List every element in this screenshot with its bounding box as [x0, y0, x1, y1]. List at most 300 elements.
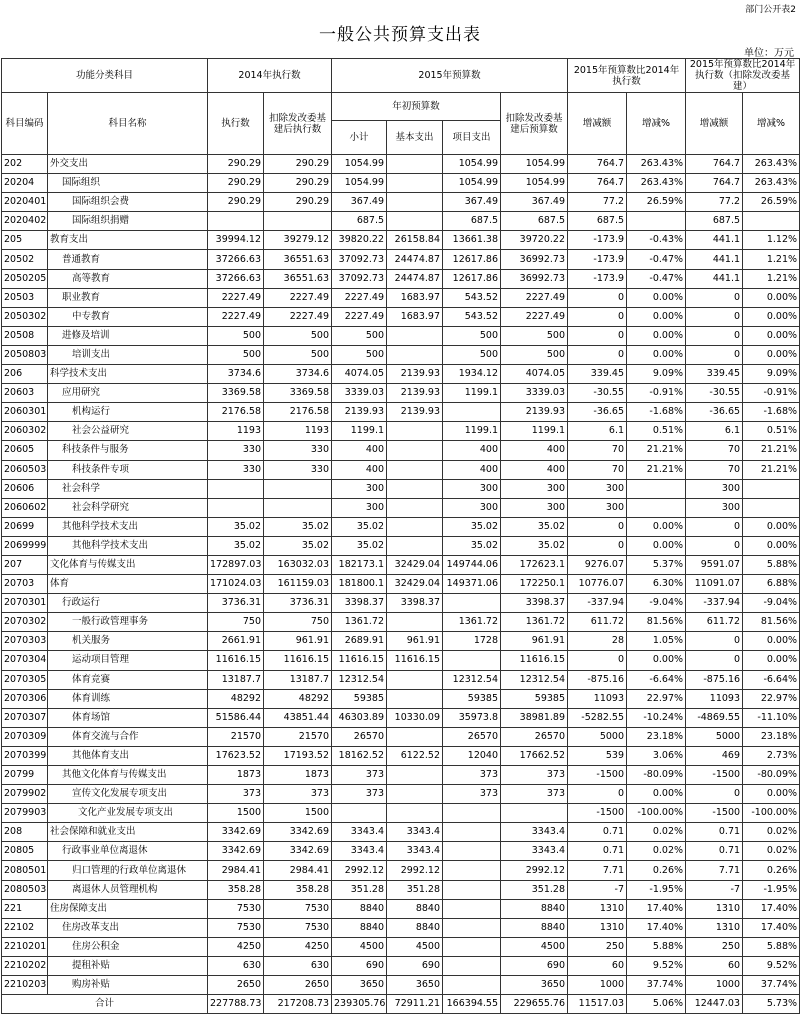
row-value: 630 [264, 956, 332, 975]
row-value: 4250 [208, 937, 264, 956]
row-value: 764.7 [686, 155, 743, 174]
row-value: -30.55 [568, 384, 627, 403]
table-row [2, 613, 800, 632]
row-value: 26.59% [627, 193, 686, 212]
row-value: 0.26% [627, 861, 686, 880]
row-value [743, 479, 800, 498]
row-value: 17193.52 [264, 746, 332, 765]
row-name: 社会科学 [48, 479, 208, 498]
row-value [208, 498, 264, 517]
row-value: 500 [208, 326, 264, 345]
row-value: -0.91% [627, 384, 686, 403]
row-value: 687.5 [568, 212, 627, 231]
row-name: 其他科学技术支出 [48, 517, 208, 536]
row-value: 37092.73 [332, 269, 387, 288]
row-value: 35.02 [332, 517, 387, 536]
row-value: 0.00% [627, 785, 686, 804]
row-value: 263.43% [627, 155, 686, 174]
row-code: 2060602 [2, 498, 48, 517]
row-value: 35.02 [501, 517, 568, 536]
row-name: 应用研究 [48, 384, 208, 403]
row-value: 351.28 [387, 880, 443, 899]
row-name: 文化体育与传媒支出 [48, 555, 208, 574]
row-value: 0.00% [743, 288, 800, 307]
row-value: 1000 [686, 976, 743, 995]
row-value: 0.00% [743, 785, 800, 804]
row-value: 17623.52 [208, 746, 264, 765]
row-name: 社会科学研究 [48, 498, 208, 517]
row-value: 441.1 [686, 269, 743, 288]
row-value [264, 212, 332, 231]
row-name: 其他文化体育与传媒支出 [48, 766, 208, 785]
row-value: 11093 [686, 689, 743, 708]
row-value: 373 [264, 785, 332, 804]
row-value: 4074.05 [501, 365, 568, 384]
table-row [2, 823, 800, 842]
row-value: 250 [686, 937, 743, 956]
row-value [387, 326, 443, 345]
row-name: 宣传文化发展专项支出 [48, 785, 208, 804]
row-value: 2992.12 [387, 861, 443, 880]
row-code: 2060302 [2, 422, 48, 441]
row-value: 149371.06 [443, 575, 501, 594]
table-row [2, 594, 800, 613]
row-value: 0 [686, 288, 743, 307]
table-row [2, 536, 800, 555]
row-value: 3398.37 [387, 594, 443, 613]
table-row [2, 918, 800, 937]
row-code: 2070307 [2, 708, 48, 727]
row-value: 300 [568, 479, 627, 498]
row-value: 1054.99 [332, 155, 387, 174]
row-value: 7530 [264, 899, 332, 918]
row-value: 7.71 [686, 861, 743, 880]
row-value: 39279.12 [264, 231, 332, 250]
row-name: 一般行政管理事务 [48, 613, 208, 632]
row-value: 0.71 [568, 842, 627, 861]
row-value: 1500 [264, 804, 332, 823]
row-value: 7530 [264, 918, 332, 937]
row-value: 300 [501, 479, 568, 498]
row-value: 48292 [208, 689, 264, 708]
row-value: 1310 [686, 899, 743, 918]
row-value: 330 [264, 460, 332, 479]
row-value: 0 [686, 517, 743, 536]
row-value: 11093 [568, 689, 627, 708]
row-value: 0 [686, 785, 743, 804]
row-value: 2227.49 [264, 307, 332, 326]
row-value: 35.02 [443, 536, 501, 555]
row-value: -11.10% [743, 708, 800, 727]
row-name: 体育交流与合作 [48, 727, 208, 746]
row-value: 21570 [264, 727, 332, 746]
row-value: 400 [443, 441, 501, 460]
row-value: 3342.69 [208, 823, 264, 842]
row-value: -100.00% [743, 804, 800, 823]
row-value: -875.16 [568, 670, 627, 689]
total-value: 239305.76 [332, 995, 387, 1014]
row-value: 3342.69 [264, 842, 332, 861]
row-value: 687.5 [443, 212, 501, 231]
table-row [2, 155, 800, 174]
table-row [2, 861, 800, 880]
row-value: 290.29 [264, 155, 332, 174]
row-value: 611.72 [686, 613, 743, 632]
row-value [387, 536, 443, 555]
row-value: 6.1 [686, 422, 743, 441]
row-value: 2650 [264, 976, 332, 995]
table-row [2, 976, 800, 995]
row-name: 行政运行 [48, 594, 208, 613]
row-value: 687.5 [686, 212, 743, 231]
page-title: 一般公共预算支出表 [319, 25, 481, 45]
row-value: 36551.63 [264, 250, 332, 269]
table-row [2, 193, 800, 212]
row-value [387, 174, 443, 193]
row-name: 培训支出 [48, 345, 208, 364]
row-value: 0.02% [743, 842, 800, 861]
table-row [2, 670, 800, 689]
row-value: 500 [443, 326, 501, 345]
row-value [443, 899, 501, 918]
row-value: 1199.1 [501, 422, 568, 441]
row-value: 0.00% [627, 345, 686, 364]
row-value: 60 [568, 956, 627, 975]
row-value: 500 [443, 345, 501, 364]
row-value: -6.64% [743, 670, 800, 689]
table-row [2, 345, 800, 364]
row-name: 运动项目管理 [48, 651, 208, 670]
header-exec: 执行数 [208, 93, 264, 155]
row-value [387, 727, 443, 746]
row-value: 2139.93 [387, 384, 443, 403]
table-row [2, 174, 800, 193]
row-value: 330 [264, 441, 332, 460]
header-budget-adjusted: 扣除发改委基建后预算数 [501, 93, 568, 155]
row-value: 8840 [387, 918, 443, 937]
row-value: 182173.1 [332, 555, 387, 574]
row-name: 文化产业发展专项支出 [48, 804, 208, 823]
row-value [627, 212, 686, 231]
row-value: 2139.93 [501, 403, 568, 422]
row-code: 2080501 [2, 861, 48, 880]
table-row [2, 785, 800, 804]
row-value: 48292 [264, 689, 332, 708]
row-name: 住房改革支出 [48, 918, 208, 937]
row-name: 购房补贴 [48, 976, 208, 995]
row-value: 9.09% [627, 365, 686, 384]
row-value: 6122.52 [387, 746, 443, 765]
row-value: 2661.91 [208, 632, 264, 651]
row-value: 351.28 [332, 880, 387, 899]
row-value: 1500 [208, 804, 264, 823]
row-value: 0 [568, 517, 627, 536]
total-value: 166394.55 [443, 995, 501, 1014]
row-value: 0.00% [627, 288, 686, 307]
header-compare-exec: 2015年预算数比2014年执行数 [568, 59, 686, 93]
row-name: 科技条件与服务 [48, 441, 208, 460]
row-value: 1054.99 [443, 174, 501, 193]
table-row [2, 956, 800, 975]
row-value: 17.40% [627, 899, 686, 918]
row-code: 20204 [2, 174, 48, 193]
row-code: 208 [2, 823, 48, 842]
row-value: 0 [568, 785, 627, 804]
row-value: 543.52 [443, 288, 501, 307]
row-value: 3650 [332, 976, 387, 995]
row-code: 20703 [2, 575, 48, 594]
table-row [2, 212, 800, 231]
row-value [387, 155, 443, 174]
row-value: 0.71 [686, 823, 743, 842]
row-code: 2070301 [2, 594, 48, 613]
row-code: 20606 [2, 479, 48, 498]
row-value: 10776.07 [568, 575, 627, 594]
row-value: 0 [686, 307, 743, 326]
row-value: 2227.49 [332, 288, 387, 307]
row-value: 3736.31 [264, 594, 332, 613]
row-value: 21.21% [743, 441, 800, 460]
row-value: 3339.03 [332, 384, 387, 403]
row-value: 2139.93 [387, 365, 443, 384]
row-value: 2227.49 [501, 307, 568, 326]
header-percent-1: 增减% [627, 93, 686, 155]
row-value: 59385 [443, 689, 501, 708]
row-value: 8840 [332, 918, 387, 937]
header-subtotal: 小计 [332, 121, 387, 155]
row-value: -1500 [568, 804, 627, 823]
row-value: 0.00% [627, 307, 686, 326]
row-value: 543.52 [443, 307, 501, 326]
row-code: 2050302 [2, 307, 48, 326]
total-label: 合计 [2, 995, 208, 1014]
row-value: 0.00% [627, 326, 686, 345]
row-value: 764.7 [568, 155, 627, 174]
row-value: -0.91% [743, 384, 800, 403]
row-value: 6.88% [743, 575, 800, 594]
row-value: -0.47% [627, 250, 686, 269]
header-increase-1: 增减额 [568, 93, 627, 155]
row-value [443, 861, 501, 880]
row-name: 职业教育 [48, 288, 208, 307]
row-value: 13661.38 [443, 231, 501, 250]
row-value: 330 [208, 460, 264, 479]
row-value: 1683.97 [387, 307, 443, 326]
row-value: 0.51% [743, 422, 800, 441]
row-value: 0.00% [743, 651, 800, 670]
row-value: 290.29 [264, 174, 332, 193]
row-value: 17.40% [743, 899, 800, 918]
row-name: 离退休人员管理机构 [48, 880, 208, 899]
row-value: 8840 [501, 918, 568, 937]
row-code: 20805 [2, 842, 48, 861]
row-value: 70 [568, 460, 627, 479]
row-value: 1.12% [743, 231, 800, 250]
row-value: 0 [686, 345, 743, 364]
table-row [2, 250, 800, 269]
row-value [264, 479, 332, 498]
row-value: 0 [568, 326, 627, 345]
row-value: 358.28 [264, 880, 332, 899]
row-name: 体育 [48, 575, 208, 594]
header-func-category: 功能分类科目 [2, 59, 208, 93]
row-code: 20799 [2, 766, 48, 785]
total-value: 72911.21 [387, 995, 443, 1014]
row-value: 1054.99 [501, 174, 568, 193]
row-name: 进修及培训 [48, 326, 208, 345]
row-name: 其他科学技术支出 [48, 536, 208, 555]
row-value: 6.30% [627, 575, 686, 594]
row-value: -100.00% [627, 804, 686, 823]
row-value [443, 880, 501, 899]
row-value: 500 [332, 326, 387, 345]
row-name: 体育场馆 [48, 708, 208, 727]
row-value: 1873 [208, 766, 264, 785]
row-value: 1310 [568, 918, 627, 937]
row-value: -875.16 [686, 670, 743, 689]
row-value [443, 594, 501, 613]
table-row [2, 651, 800, 670]
row-value: 23.18% [743, 727, 800, 746]
row-value: 9.52% [743, 956, 800, 975]
row-value: 35.02 [264, 517, 332, 536]
row-value [443, 976, 501, 995]
header-increase-2: 增减额 [686, 93, 743, 155]
row-value: 24474.87 [387, 269, 443, 288]
row-name: 教育支出 [48, 231, 208, 250]
row-value: 2992.12 [501, 861, 568, 880]
row-value: 21.21% [627, 441, 686, 460]
row-value: 250 [568, 937, 627, 956]
row-value: 37266.63 [208, 250, 264, 269]
row-value: -9.04% [743, 594, 800, 613]
total-value: 5.73% [743, 995, 800, 1014]
row-value: 1310 [686, 918, 743, 937]
row-value: 750 [264, 613, 332, 632]
row-value [627, 479, 686, 498]
row-value: 358.28 [208, 880, 264, 899]
table-row [2, 937, 800, 956]
row-value: 3343.4 [501, 842, 568, 861]
row-value [443, 842, 501, 861]
row-value: 2139.93 [387, 403, 443, 422]
row-code: 20508 [2, 326, 48, 345]
row-code: 2020402 [2, 212, 48, 231]
row-value: 3343.4 [387, 842, 443, 861]
row-name: 国际组织捐赠 [48, 212, 208, 231]
table-row [2, 441, 800, 460]
row-value: 0 [568, 307, 627, 326]
row-name: 国际组织 [48, 174, 208, 193]
row-name: 国际组织会费 [48, 193, 208, 212]
row-value: 367.49 [443, 193, 501, 212]
row-code: 2050205 [2, 269, 48, 288]
row-value: 2227.49 [208, 307, 264, 326]
table-row [2, 384, 800, 403]
row-value: 3343.4 [332, 823, 387, 842]
row-value: 263.43% [743, 174, 800, 193]
row-value: 2176.58 [264, 403, 332, 422]
row-value: 1873 [264, 766, 332, 785]
row-value: 28 [568, 632, 627, 651]
row-value: 2.73% [743, 746, 800, 765]
row-value [443, 823, 501, 842]
row-value: 690 [387, 956, 443, 975]
row-value: 373 [501, 766, 568, 785]
row-value: 0.26% [743, 861, 800, 880]
row-value: 4500 [332, 937, 387, 956]
row-value: -5282.55 [568, 708, 627, 727]
row-code: 20502 [2, 250, 48, 269]
row-value: 12617.86 [443, 250, 501, 269]
row-value: -337.94 [686, 594, 743, 613]
row-value: 4250 [264, 937, 332, 956]
row-value: 539 [568, 746, 627, 765]
row-value: 9276.07 [568, 555, 627, 574]
row-name: 科技条件专项 [48, 460, 208, 479]
row-value: 1.21% [743, 250, 800, 269]
row-value: -1.95% [627, 880, 686, 899]
row-value: 39994.12 [208, 231, 264, 250]
row-value: 37.74% [627, 976, 686, 995]
table-row [2, 708, 800, 727]
row-value: 330 [208, 441, 264, 460]
row-value: -4869.55 [686, 708, 743, 727]
row-value: 35.02 [208, 536, 264, 555]
row-value: 9.09% [743, 365, 800, 384]
row-value: 9.52% [627, 956, 686, 975]
row-value: 35.02 [208, 517, 264, 536]
row-value [387, 498, 443, 517]
row-value: 3734.6 [208, 365, 264, 384]
table-row [2, 479, 800, 498]
row-value: 4500 [387, 937, 443, 956]
row-value: 764.7 [686, 174, 743, 193]
row-code: 20603 [2, 384, 48, 403]
table-row [2, 231, 800, 250]
row-value: 17662.52 [501, 746, 568, 765]
row-value: 149744.06 [443, 555, 501, 574]
row-code: 2080503 [2, 880, 48, 899]
row-value [501, 804, 568, 823]
row-value: 3650 [501, 976, 568, 995]
row-value: 35.02 [332, 536, 387, 555]
header-compare-adjusted: 2015年预算数比2014年执行数（扣除发改委基建） [686, 59, 800, 93]
row-value [387, 804, 443, 823]
row-value: 18162.52 [332, 746, 387, 765]
row-value: 0 [686, 326, 743, 345]
row-value: 290.29 [264, 193, 332, 212]
table-row [2, 632, 800, 651]
row-value: 687.5 [501, 212, 568, 231]
row-value [387, 441, 443, 460]
table-row [2, 460, 800, 479]
row-value: 1361.72 [443, 613, 501, 632]
row-value: 11616.15 [332, 651, 387, 670]
row-value: 37.74% [743, 976, 800, 995]
row-value: 3736.31 [208, 594, 264, 613]
row-value: 0.02% [743, 823, 800, 842]
row-value: 81.56% [627, 613, 686, 632]
row-value [387, 785, 443, 804]
table-row [2, 880, 800, 899]
row-value: 0 [686, 632, 743, 651]
row-value: 3342.69 [208, 842, 264, 861]
row-name: 社会保障和就业支出 [48, 823, 208, 842]
table-row [2, 498, 800, 517]
row-value: 750 [208, 613, 264, 632]
row-value: 0.00% [743, 517, 800, 536]
